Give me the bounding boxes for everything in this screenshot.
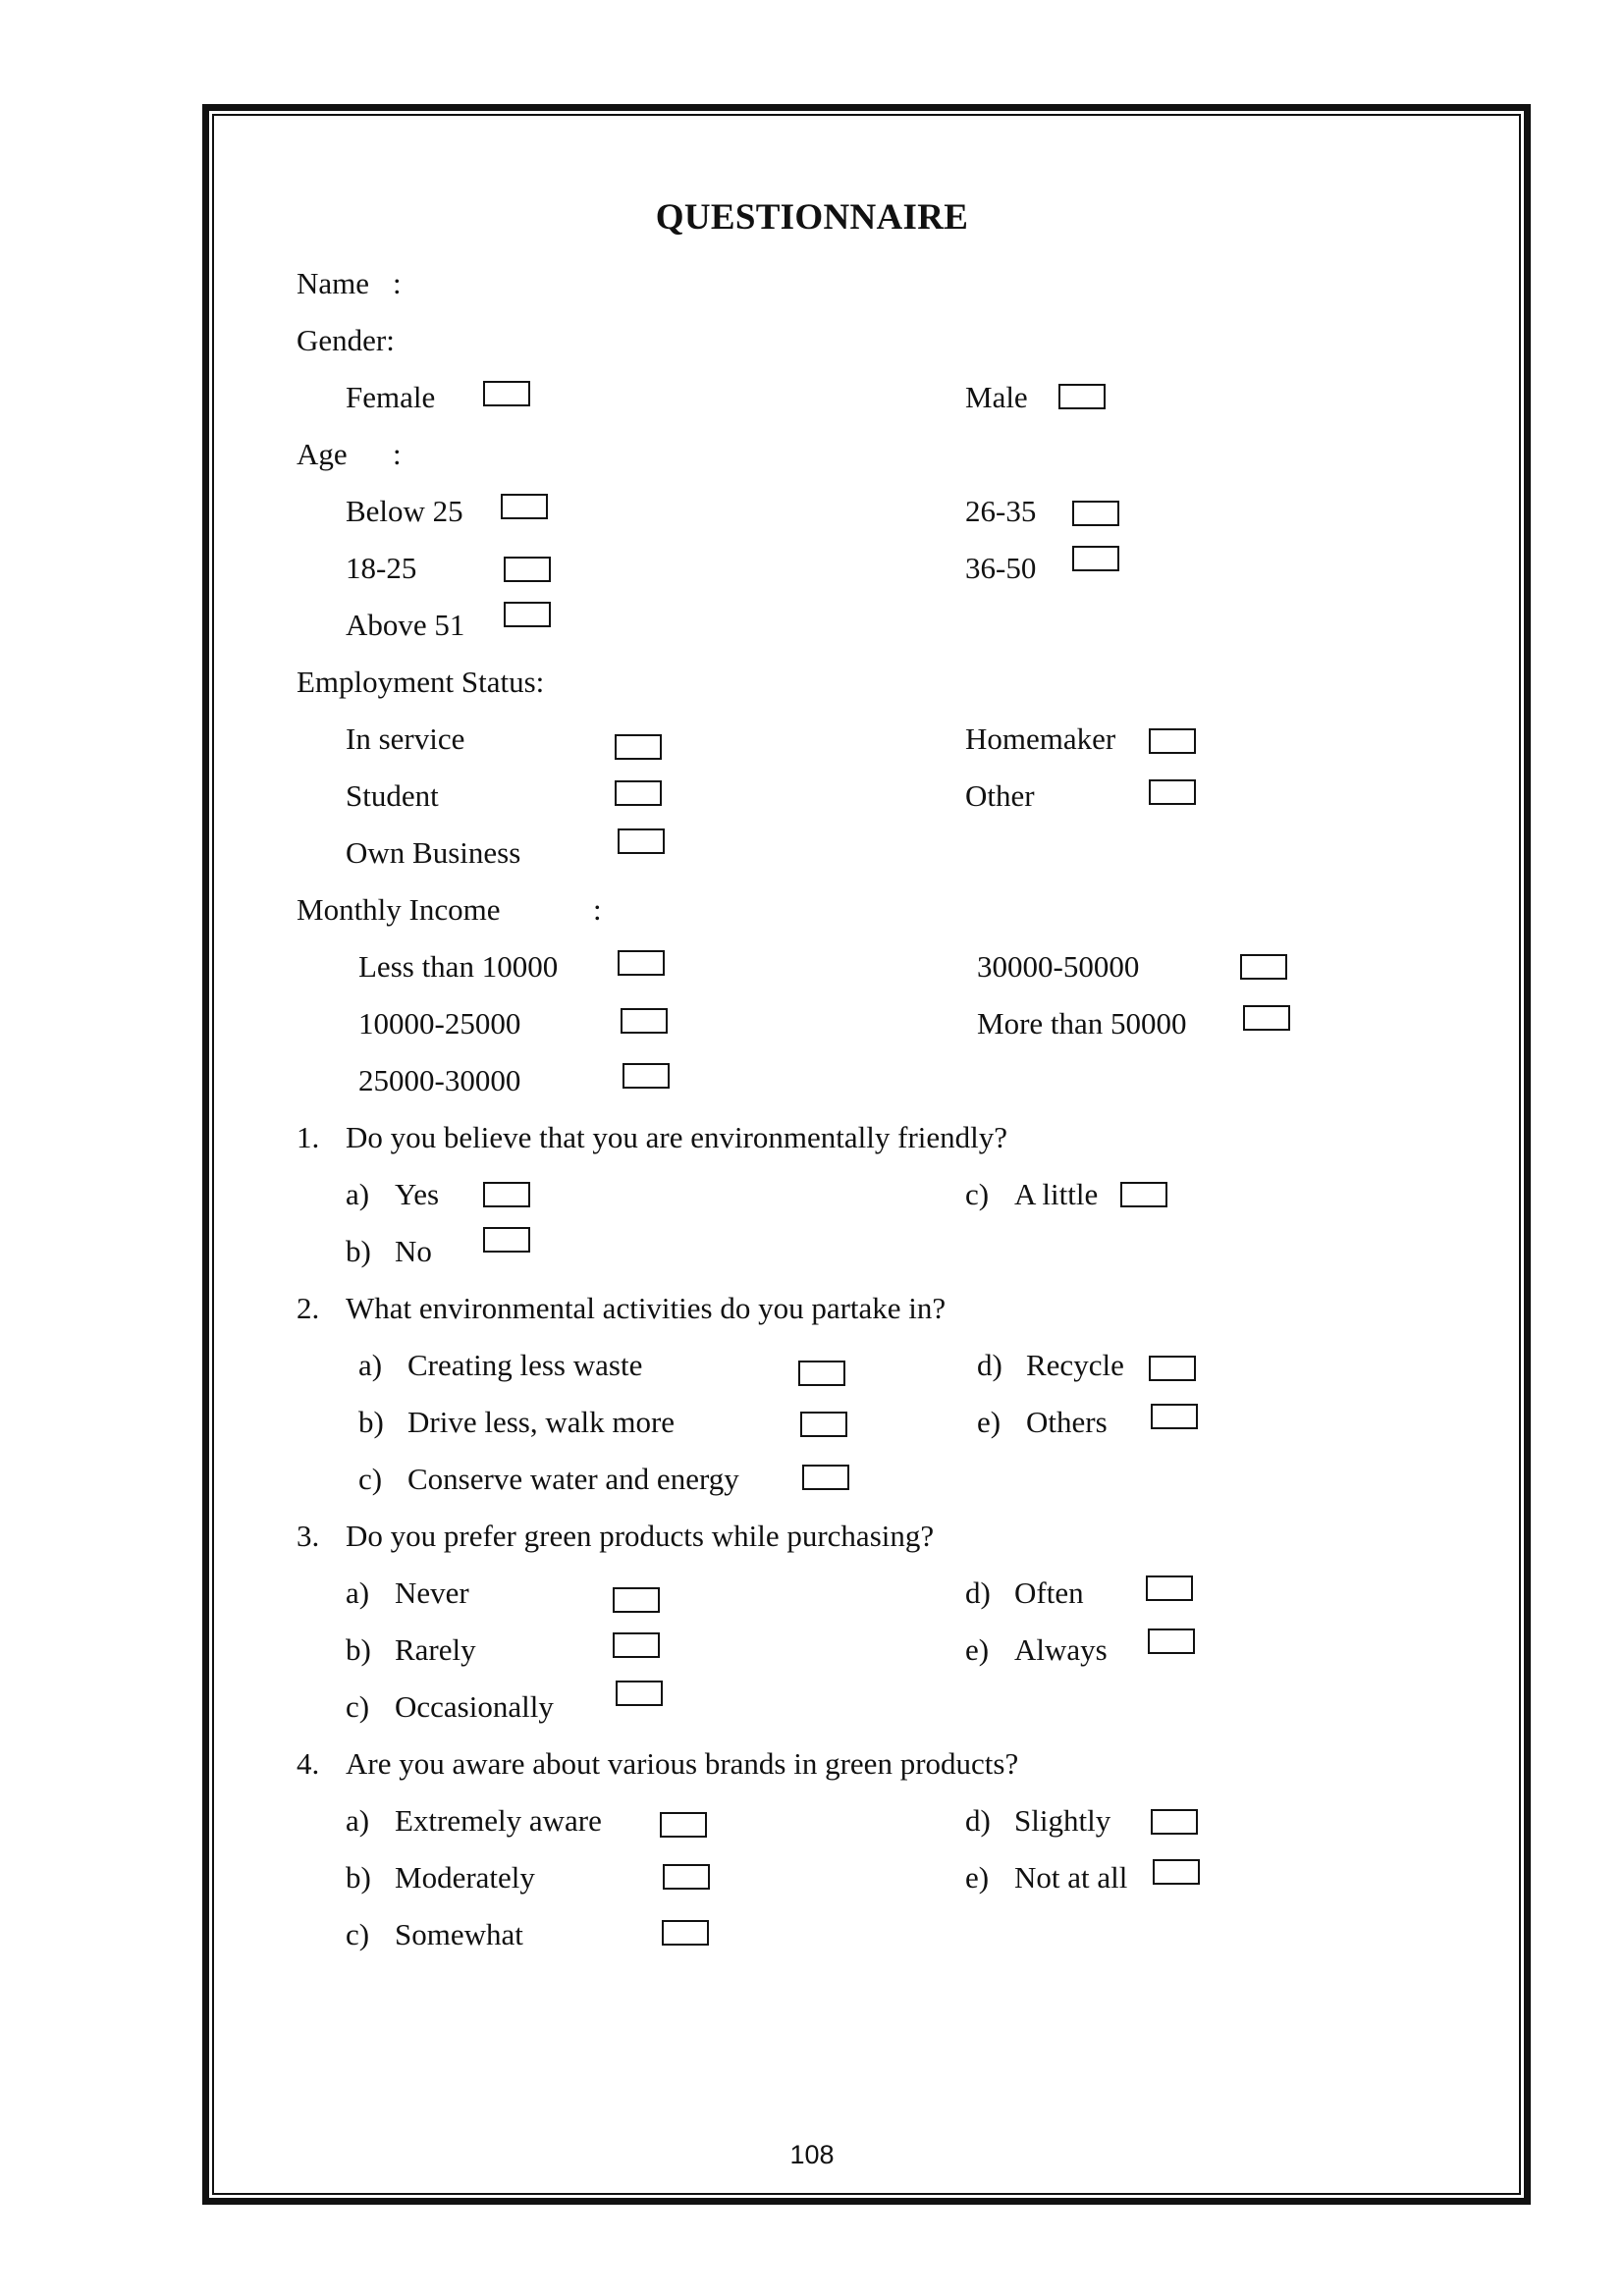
q4-option-b-letter: b) (346, 1860, 371, 1895)
question-2-text: What environmental activities do you partake in? (346, 1291, 947, 1325)
q4-option-e-checkbox[interactable] (1153, 1859, 1200, 1885)
q2-option-b-label: Drive less, walk more (407, 1405, 676, 1439)
q3-option-c-label: Occasionally (395, 1689, 554, 1724)
employment-own-business-label: Own Business (346, 835, 521, 870)
employment-student-label: Student (346, 778, 439, 813)
q4-option-c-checkbox[interactable] (662, 1920, 709, 1946)
income-more50000-checkbox[interactable] (1243, 1005, 1290, 1031)
age-above51-label: Above 51 (346, 608, 465, 642)
income-10000-25000-checkbox[interactable] (621, 1008, 668, 1034)
q3-option-c-checkbox[interactable] (616, 1681, 663, 1706)
questionnaire-title: QUESTIONNAIRE (655, 197, 969, 238)
q3-option-b-letter: b) (346, 1632, 371, 1667)
age-26-35-label: 26-35 (965, 494, 1037, 528)
employment-homemaker-checkbox[interactable] (1149, 728, 1196, 754)
name-colon: : (393, 266, 402, 300)
income-less10000-label: Less than 10000 (358, 949, 559, 984)
q1-option-a-label: Yes (395, 1177, 440, 1211)
q1-option-c-checkbox[interactable] (1120, 1182, 1167, 1207)
employment-in-service-label: In service (346, 721, 465, 756)
q3-option-e-label: Always (1014, 1632, 1108, 1667)
q4-option-b-checkbox[interactable] (663, 1864, 710, 1890)
q4-option-c-label: Somewhat (395, 1917, 523, 1951)
q2-option-c-checkbox[interactable] (802, 1465, 849, 1490)
q2-option-a-checkbox[interactable] (798, 1361, 845, 1386)
q3-option-a-label: Never (395, 1575, 469, 1610)
q1-option-c-letter: c) (965, 1177, 990, 1211)
employment-label: Employment Status: (297, 665, 545, 699)
q4-option-a-label: Extremely aware (395, 1803, 602, 1838)
q1-option-b-letter: b) (346, 1234, 371, 1268)
income-30000-50000-label: 30000-50000 (977, 949, 1140, 984)
q1-option-c-label: A little (1014, 1177, 1099, 1211)
q3-option-d-checkbox[interactable] (1146, 1575, 1193, 1601)
q2-option-b-letter: b) (358, 1405, 384, 1439)
gender-female-checkbox[interactable] (483, 381, 530, 406)
gender-male-checkbox[interactable] (1058, 384, 1106, 409)
q2-option-c-label: Conserve water and energy (407, 1462, 739, 1496)
income-10000-25000-label: 10000-25000 (358, 1006, 521, 1041)
employment-other-checkbox[interactable] (1149, 779, 1196, 805)
age-18-25-checkbox[interactable] (504, 557, 551, 582)
gender-male-label: Male (965, 380, 1028, 414)
income-label: Monthly Income (297, 892, 501, 927)
employment-student-checkbox[interactable] (615, 780, 662, 806)
age-18-25-label: 18-25 (346, 551, 417, 585)
q3-option-a-letter: a) (346, 1575, 370, 1610)
q3-option-e-checkbox[interactable] (1148, 1629, 1195, 1654)
question-1-number: 1. (297, 1120, 320, 1154)
page-number: 108 (789, 2140, 835, 2169)
age-colon: : (393, 437, 402, 471)
q3-option-d-letter: d) (965, 1575, 991, 1610)
q1-option-a-checkbox[interactable] (483, 1182, 530, 1207)
q2-option-a-label: Creating less waste (407, 1348, 643, 1382)
q3-option-a-checkbox[interactable] (613, 1587, 660, 1613)
q2-option-d-checkbox[interactable] (1149, 1356, 1196, 1381)
age-36-50-checkbox[interactable] (1072, 546, 1119, 571)
q2-option-e-checkbox[interactable] (1151, 1404, 1198, 1429)
q4-option-c-letter: c) (346, 1917, 370, 1951)
income-25000-30000-checkbox[interactable] (623, 1063, 670, 1089)
income-less10000-checkbox[interactable] (618, 950, 665, 976)
employment-in-service-checkbox[interactable] (615, 734, 662, 760)
question-1-text: Do you believe that you are environmentally friendly? (346, 1120, 1008, 1154)
q2-option-b-checkbox[interactable] (800, 1412, 847, 1437)
question-4-number: 4. (297, 1746, 320, 1781)
age-below25-label: Below 25 (346, 494, 463, 528)
q2-option-c-letter: c) (358, 1462, 383, 1496)
q2-option-e-letter: e) (977, 1405, 1001, 1439)
age-above51-checkbox[interactable] (504, 602, 551, 627)
q4-option-a-letter: a) (346, 1803, 370, 1838)
q1-option-b-checkbox[interactable] (483, 1227, 530, 1253)
age-26-35-checkbox[interactable] (1072, 501, 1119, 526)
income-25000-30000-label: 25000-30000 (358, 1063, 521, 1097)
q4-option-b-label: Moderately (395, 1860, 535, 1895)
q4-option-e-label: Not at all (1014, 1860, 1128, 1895)
income-colon: : (593, 892, 602, 927)
q3-option-d-label: Often (1014, 1575, 1084, 1610)
employment-own-business-checkbox[interactable] (618, 828, 665, 854)
gender-label: Gender: (297, 323, 395, 357)
q1-option-a-letter: a) (346, 1177, 370, 1211)
q3-option-c-letter: c) (346, 1689, 370, 1724)
question-4-text: Are you aware about various brands in green products? (346, 1746, 1019, 1781)
name-label: Name (297, 266, 370, 300)
question-3-number: 3. (297, 1519, 320, 1553)
q2-option-e-label: Others (1026, 1405, 1108, 1439)
question-3-text: Do you prefer green products while purchasing? (346, 1519, 935, 1553)
gender-female-label: Female (346, 380, 436, 414)
age-label: Age (297, 437, 348, 471)
employment-homemaker-label: Homemaker (965, 721, 1116, 756)
question-2-number: 2. (297, 1291, 320, 1325)
q4-option-d-letter: d) (965, 1803, 991, 1838)
income-30000-50000-checkbox[interactable] (1240, 954, 1287, 980)
q3-option-e-letter: e) (965, 1632, 990, 1667)
q1-option-b-label: No (395, 1234, 432, 1268)
q3-option-b-checkbox[interactable] (613, 1632, 660, 1658)
q2-option-a-letter: a) (358, 1348, 383, 1382)
q4-option-a-checkbox[interactable] (660, 1812, 707, 1838)
q4-option-e-letter: e) (965, 1860, 990, 1895)
q2-option-d-letter: d) (977, 1348, 1002, 1382)
q4-option-d-checkbox[interactable] (1151, 1809, 1198, 1835)
income-more50000-label: More than 50000 (977, 1006, 1187, 1041)
q2-option-d-label: Recycle (1026, 1348, 1124, 1382)
q4-option-d-label: Slightly (1014, 1803, 1111, 1838)
age-below25-checkbox[interactable] (501, 494, 548, 519)
q3-option-b-label: Rarely (395, 1632, 476, 1667)
age-36-50-label: 36-50 (965, 551, 1037, 585)
employment-other-label: Other (965, 778, 1035, 813)
